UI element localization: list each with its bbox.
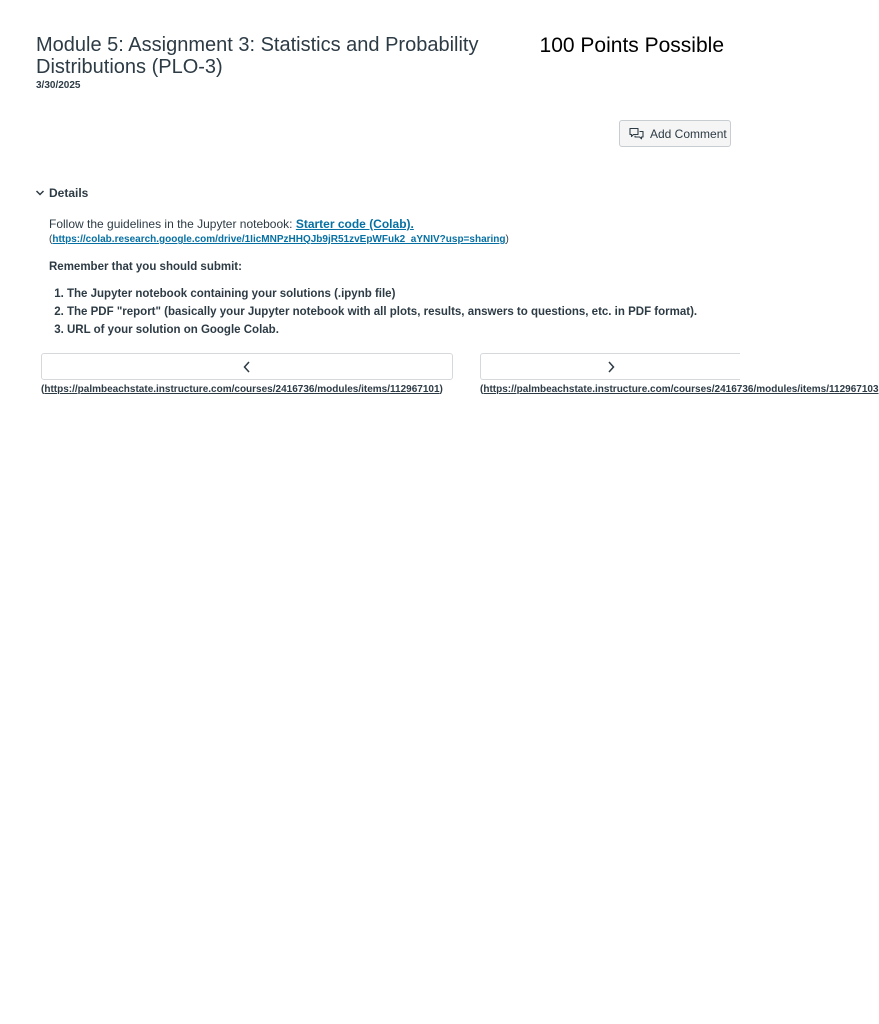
starter-url-line: [49, 233, 739, 247]
instructions-text: [49, 216, 739, 232]
chevron-right-icon: [606, 360, 616, 374]
points-possible: 100 Points Possible: [539, 34, 724, 57]
list-item: 1. The Jupyter notebook containing your solutions (.ipynb file): [67, 285, 739, 303]
details-toggle[interactable]: [35, 186, 88, 200]
due-date: 3/30/2025: [36, 80, 81, 91]
add-comment-label: Add Comment: [650, 126, 727, 141]
page-title: Module 5: Assignment 3: Statistics and Probability Distributions (PLO-3): [36, 34, 479, 78]
starter-url-link[interactable]: https://colab.research.google.com/drive/1IicMNPzHHQJb9jR51zvEpWFuk2_aYNIV?usp=sharing: [52, 234, 506, 245]
details-toggle-label: Details: [49, 186, 89, 200]
previous-item-button[interactable]: [41, 353, 453, 380]
add-comment-button[interactable]: [619, 120, 731, 147]
next-item-link[interactable]: https://palmbeachstate.instructure.com/courses/2416736/modules/items/112967103: [483, 384, 879, 395]
details-content: [49, 216, 739, 339]
prev-url-open: (: [41, 384, 45, 395]
next-item-button[interactable]: [480, 353, 740, 380]
previous-item-url: [41, 384, 461, 395]
list-item: 3. URL of your solution on Google Colab.: [67, 321, 739, 339]
submission-list: [49, 285, 739, 339]
starter-url-close: ): [505, 234, 509, 245]
starter-url-open: (: [49, 234, 53, 245]
chevron-down-icon: [35, 188, 45, 198]
starter-code-link[interactable]: Starter code (Colab).: [295, 217, 414, 231]
intro-text: Follow the guidelines in the Jupyter notebook:: [49, 217, 296, 231]
chevron-left-icon: [242, 360, 252, 374]
next-item-url: [480, 384, 879, 395]
previous-item-link[interactable]: https://palmbeachstate.instructure.com/courses/2416736/modules/items/112967101: [44, 384, 440, 395]
next-url-open: (: [480, 384, 484, 395]
comment-icon: [629, 127, 644, 140]
remember-text: Remember that you should submit:: [49, 261, 242, 273]
prev-url-close: ): [439, 384, 443, 395]
list-item: 2. The PDF "report" (basically your Jupyter notebook with all plots, results, answers to questions, etc. in PDF format).: [67, 303, 739, 321]
